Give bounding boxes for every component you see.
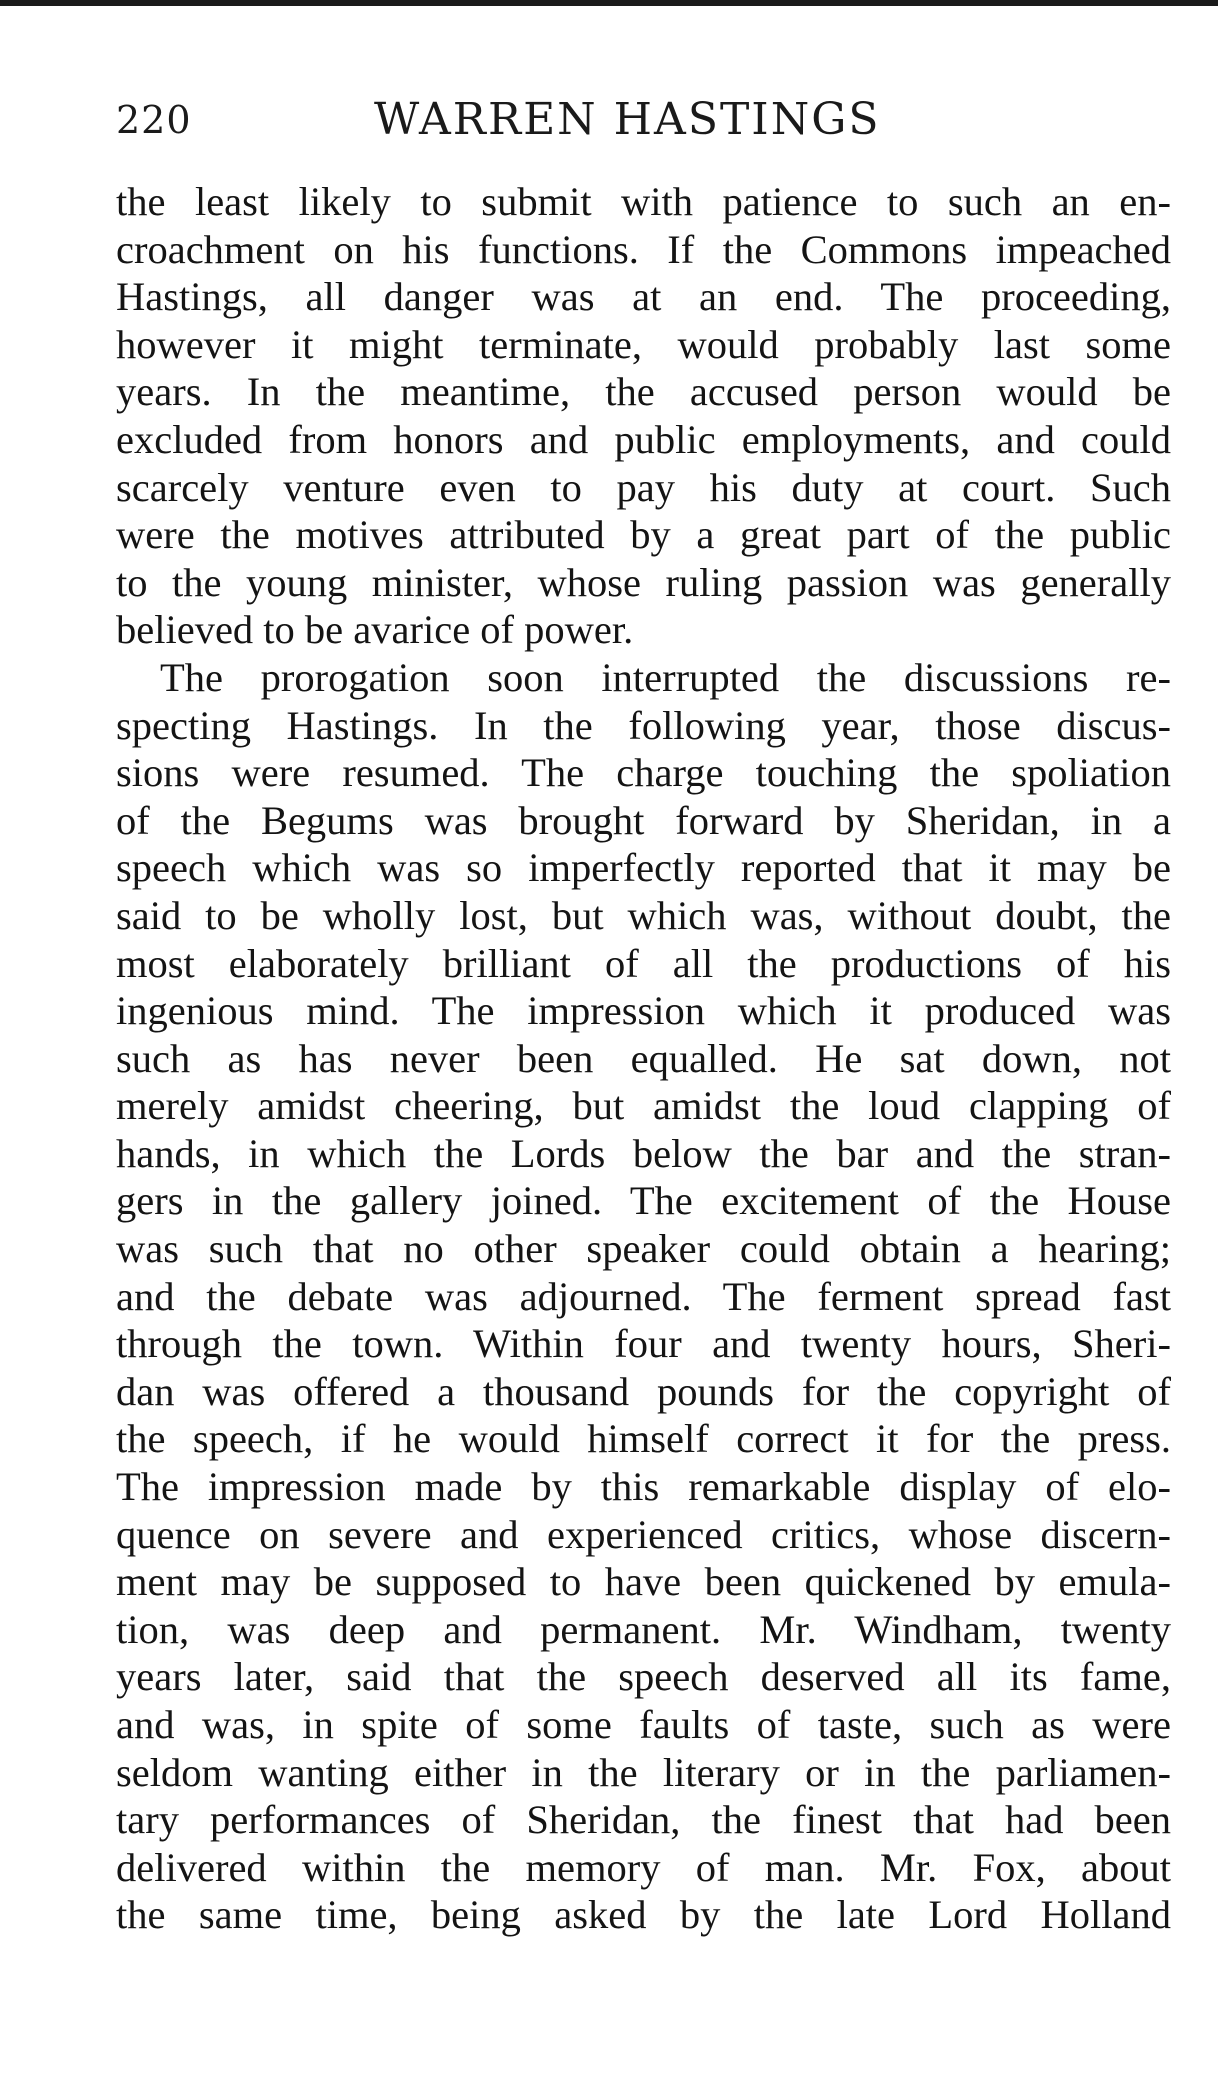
text-line: however it might terminate, would probably last some [116, 321, 1171, 367]
text-line: years later, said that the speech deserved all its fame, [116, 1654, 1171, 1700]
text-line: the least likely to submit with patience to such an en- [116, 179, 1171, 224]
text-line: years. In the meantime, the accused person would be [116, 369, 1171, 415]
text-line: were the motives attributed by a great part of the public [116, 512, 1171, 558]
text-line: tion, was deep and permanent. Mr. Windham, twenty [116, 1606, 1171, 1652]
text-line: delivered within the memory of man. Mr. Fox, about [116, 1844, 1171, 1890]
text-line: speech which was so imperfectly reported that it may be [116, 845, 1171, 891]
text-line: ment may be supposed to have been quickened by emula- [116, 1559, 1171, 1605]
text-line: specting Hastings. In the following year, those discus- [116, 702, 1171, 748]
text-line: of the Begums was brought forward by Sheridan, in a [116, 797, 1171, 843]
text-line: believed to be avarice of power. [116, 607, 634, 653]
text-line: through the town. Within four and twenty hours, Sheri- [116, 1321, 1171, 1367]
page-number: 220 [116, 98, 192, 142]
text-line: excluded from honors and public employments, and could [116, 416, 1171, 462]
running-title: WARREN HASTINGS [374, 94, 881, 145]
text-line: to the young minister, whose ruling passion was generally [116, 559, 1171, 605]
text-line: croachment on his functions. If the Commons impeached [116, 226, 1171, 272]
paragraph-1 [116, 178, 1171, 654]
top-border-rule [0, 0, 1218, 6]
text-line: The prorogation soon interrupted the discussions re- [160, 654, 1171, 700]
text-line: and was, in spite of some faults of taste, such as were [116, 1702, 1171, 1747]
text-line: scarcely venture even to pay his duty at court. Such [116, 464, 1171, 510]
text-line: hands, in which the Lords below the bar and the stran- [116, 1130, 1171, 1176]
text-line: quence on severe and experienced critics, whose discern- [116, 1511, 1171, 1557]
text-line: tary performances of Sheridan, the finest that had been [116, 1797, 1171, 1843]
text-line: most elaborately brilliant of all the productions of his [116, 940, 1171, 986]
text-line: the same time, being asked by the late Lord Holland [116, 1892, 1171, 1938]
text-line: sions were resumed. The charge touching the spoliation [116, 750, 1171, 796]
text-line: and the debate was adjourned. The ferment spread fast [116, 1273, 1171, 1319]
running-head [116, 94, 1171, 154]
text-line: such as has never been equalled. He sat down, not [116, 1035, 1171, 1081]
text-line: the speech, if he would himself correct it for the press. [116, 1416, 1171, 1462]
body-text [116, 178, 1171, 1939]
text-line: seldom wanting either in the literary or in the parliamen- [116, 1749, 1171, 1795]
text-line: The impression made by this remarkable display of elo- [116, 1464, 1171, 1510]
text-line: ingenious mind. The impression which it produced was [116, 988, 1171, 1034]
text-line: was such that no other speaker could obtain a hearing; [116, 1226, 1171, 1272]
text-line: Hastings, all danger was at an end. The proceeding, [116, 274, 1171, 320]
text-line: dan was offered a thousand pounds for the copyright of [116, 1368, 1171, 1414]
text-line: merely amidst cheering, but amidst the loud clapping of [116, 1083, 1171, 1129]
text-line: said to be wholly lost, but which was, without doubt, the [116, 892, 1171, 938]
text-line: gers in the gallery joined. The excitement of the House [116, 1178, 1171, 1224]
paragraph-2 [116, 654, 1171, 1939]
